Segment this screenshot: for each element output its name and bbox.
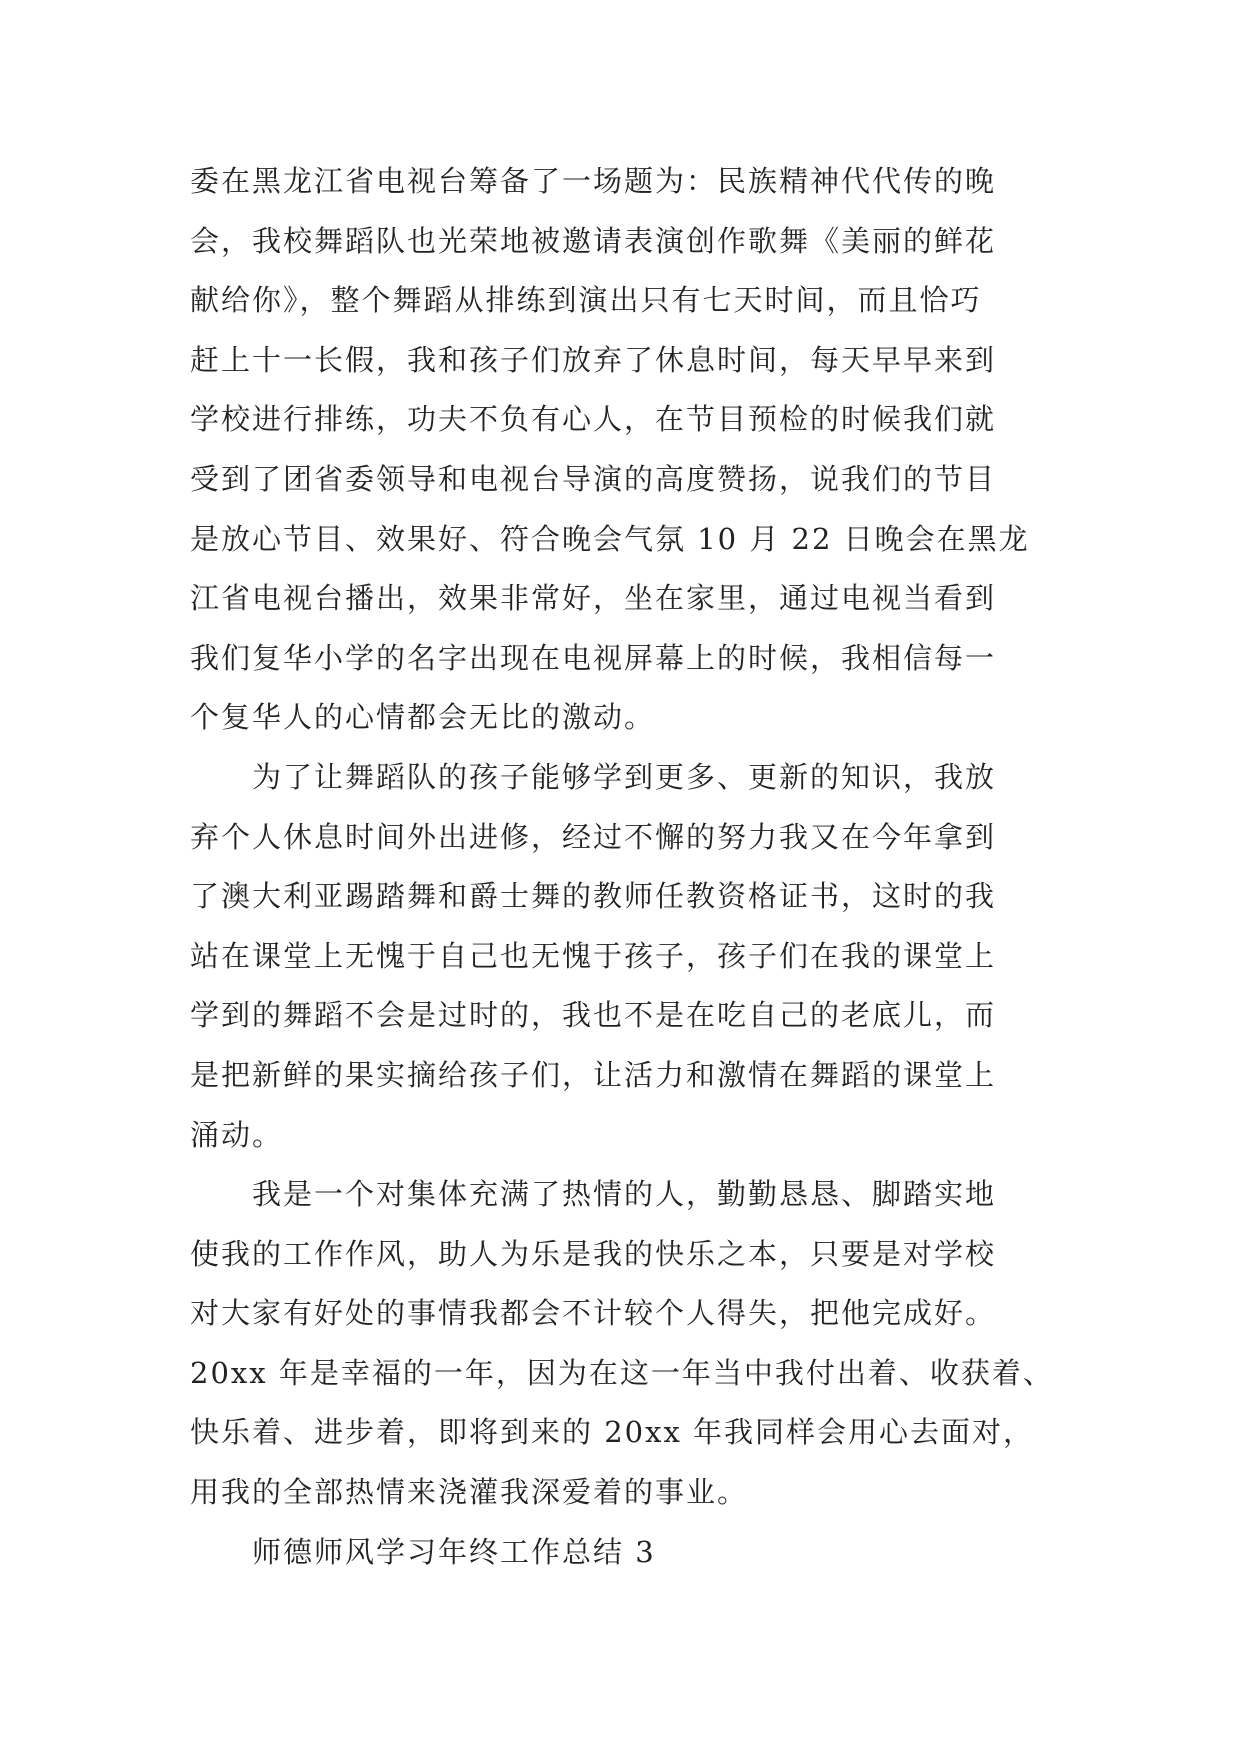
text-line: 献给你》，整个舞蹈从排练到演出只有七天时间，而且恰巧 [190, 283, 982, 318]
text-line: 赶上十一长假，我和孩子们放弃了休息时间，每天早早来到 [190, 342, 997, 377]
text-line: 会，我校舞蹈队也光荣地被邀请表演创作歌舞《美丽的鲜花 [190, 223, 997, 258]
text-line: 委在黑龙江省电视台筹备了一场题为：民族精神代代传的晚 [190, 164, 997, 198]
text-line: 我们复华小学的名字出现在电视屏幕上的时候，我相信每一 [190, 640, 997, 675]
text-line: 是放心节目、效果好、符合晚会气氛 10 月 22 日晚会在黑龙 [190, 521, 1030, 556]
text-line: 师德师风学习年终工作总结 3 [252, 1534, 656, 1569]
text-line: 站在课堂上无愧于自己也无愧于孩子，孩子们在我的课堂上 [190, 938, 997, 973]
text-line: 弃个人休息时间外出进修，经过不懈的努力我又在今年拿到 [190, 819, 997, 854]
paragraph [190, 1165, 1058, 1523]
paragraph [190, 152, 1058, 748]
text-line: 涌动。 [190, 1117, 284, 1152]
text-line: 20xx 年是幸福的一年，因为在这一年当中我付出着、收获着、 [190, 1355, 1054, 1390]
text-line: 使我的工作作风，助人为乐是我的快乐之本，只要是对学校 [190, 1236, 997, 1271]
text-line: 学到的舞蹈不会是过时的，我也不是在吃自己的老底儿，而 [190, 998, 997, 1033]
text-line: 学校进行排练，功夫不负有心人，在节目预检的时候我们就 [190, 402, 997, 437]
text-line: 快乐着、进步着，即将到来的 20xx 年我同样会用心去面对， [190, 1415, 1035, 1450]
text-line: 用我的全部热情来浇灌我深爱着的事业。 [190, 1475, 749, 1510]
text-line: 个复华人的心情都会无比的激动。 [190, 700, 656, 735]
text-line: 对大家有好处的事情我都会不计较个人得失，把他完成好。 [190, 1296, 997, 1331]
text-line: 受到了团省委领导和电视台导演的高度赞扬，说我们的节目 [190, 461, 997, 496]
paragraph [190, 748, 1058, 1165]
paragraph [190, 1523, 1058, 1583]
text-line: 了澳大利亚踢踏舞和爵士舞的教师任教资格证书，这时的我 [190, 879, 997, 914]
text-line: 江省电视台播出，效果非常好，坐在家里，通过电视当看到 [190, 581, 997, 616]
text-line: 是把新鲜的果实摘给孩子们，让活力和激情在舞蹈的课堂上 [190, 1057, 997, 1092]
text-line: 我是一个对集体充满了热情的人，勤勤恳恳、脚踏实地 [252, 1177, 997, 1212]
text-line: 为了让舞蹈队的孩子能够学到更多、更新的知识，我放 [252, 759, 997, 794]
document-body [190, 152, 1058, 1582]
